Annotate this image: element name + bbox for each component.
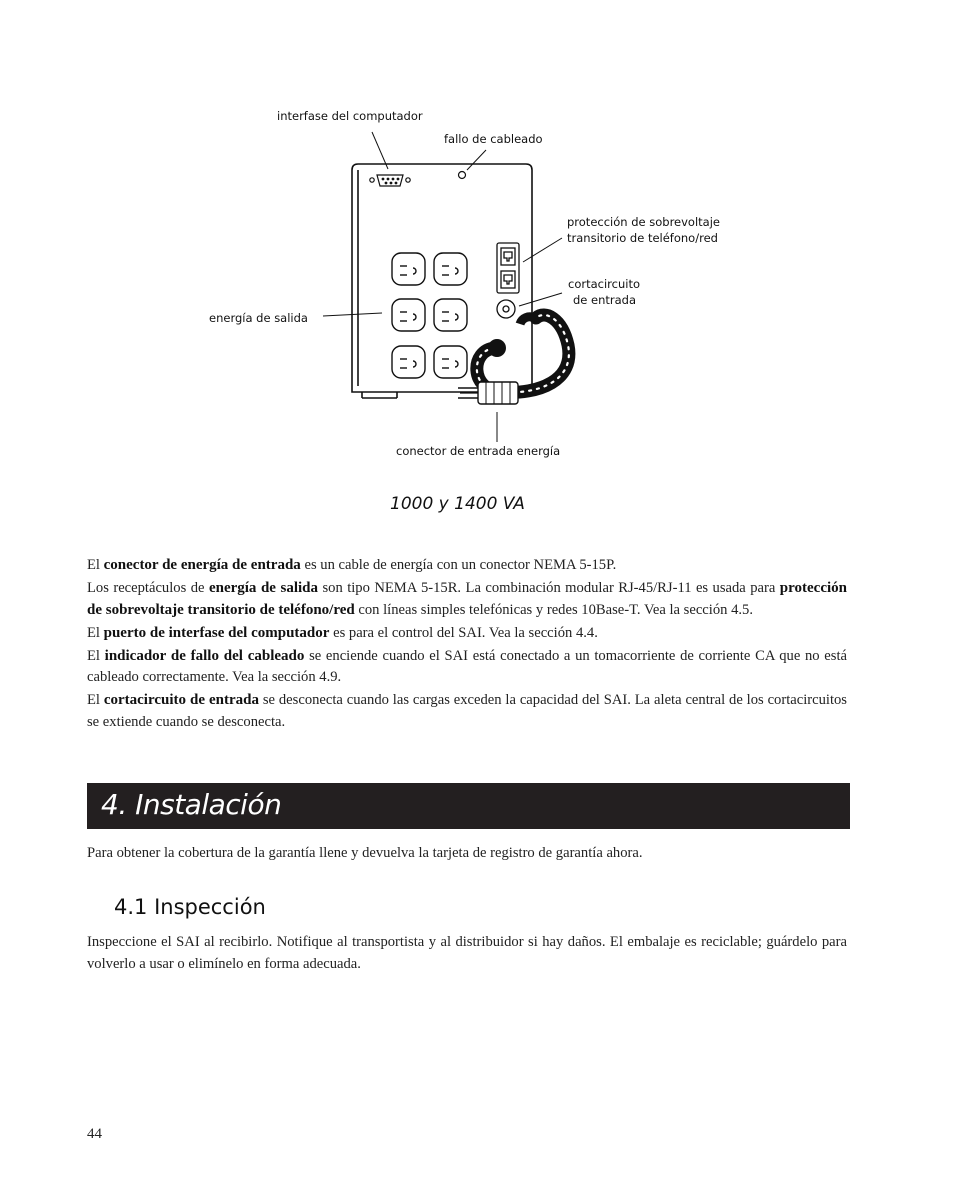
label-power-output: energía de salida: [209, 311, 308, 325]
text-run: El: [87, 557, 104, 573]
section-title: 4. Instalación: [101, 788, 282, 821]
text-run: El: [87, 647, 105, 664]
text-run: El: [87, 692, 104, 708]
circuit-breaker-icon: [497, 300, 515, 318]
term-wiring-fault-indicator: indicador de fallo del cableado: [104, 647, 305, 664]
label-wiring-fault: fallo de cableado: [444, 132, 543, 146]
db9-port-icon: [370, 175, 410, 186]
text-run: El: [87, 624, 104, 641]
term-power-input-connector: conector de energía de entrada: [103, 557, 301, 573]
text-run: se enciende cuando el SAI está conectado a un tomacorriente de corriente CA que no está cableado correctamente. Vea la sección 4.9.: [87, 647, 847, 685]
term-power-output: energía de salida: [208, 580, 319, 596]
subsection-body: Inspeccione el SAI al recibirlo. Notifique al transportista y al distribuidor si hay daños. El embalaje es reciclable; guárdelo para volverlo a usar o elimínelo en forma adecuada.: [87, 934, 847, 972]
label-circuit-breaker-line1: cortacircuito: [568, 277, 640, 291]
label-surge-protection-line2: transitorio de teléfono/red: [567, 231, 718, 245]
term-computer-interface-port: puerto de interfase del computador: [103, 624, 330, 641]
label-power-input-connector: conector de entrada energía: [396, 444, 561, 458]
text-run: con líneas simples telefónicas y redes 10Base-T. Vea la sección 4.5.: [354, 601, 753, 618]
label-circuit-breaker-line2: de entrada: [573, 293, 637, 307]
text-run: son tipo NEMA 5-15R. La combinación modular RJ-45/RJ-11 es usada para: [318, 580, 780, 596]
output-receptacles: [392, 253, 467, 378]
text-run: es un cable de energía con un conector NEMA 5-15P.: [300, 557, 617, 573]
figure-caption: 1000 y 1400 VA: [390, 494, 525, 514]
ups-rear-panel-figure: [0, 0, 954, 514]
paragraph-wiring-fault: [87, 646, 847, 689]
power-cord-icon: [458, 315, 569, 404]
label-computer-interface: interfase del computador: [277, 109, 423, 123]
ups-rear-panel-drawing: [0, 0, 954, 480]
section-header-bar: [87, 783, 850, 829]
paragraph-circuit-breaker: [87, 690, 847, 733]
text-run: es para el control del SAI. Vea la sección 4.4.: [329, 624, 598, 641]
paragraph-computer-interface: [87, 623, 847, 645]
paragraph-power-input: [87, 555, 847, 577]
section-intro: Para obtener la cobertura de la garantía llene y devuelva la tarjeta de registro de garantía ahora.: [87, 845, 643, 861]
description-text: [87, 555, 847, 735]
wiring-fault-led-icon: [459, 172, 466, 179]
page-number: 44: [87, 1126, 102, 1142]
label-surge-protection-line1: protección de sobrevoltaje: [567, 215, 720, 229]
term-surge-protection: protección de sobrevoltaje transitorio de teléfono/red: [87, 580, 848, 618]
term-input-circuit-breaker: cortacircuito de entrada: [103, 692, 259, 708]
paragraph-power-output: [87, 578, 847, 621]
text-run: se desconecta cuando las cargas exceden la capacidad del SAI. La aleta central de los cortacircuitos se extiende cuando se desconecta.: [87, 692, 847, 730]
text-run: Los receptáculos de: [87, 580, 209, 596]
rj45-rj11-ports-icon: [497, 243, 519, 293]
subsection-title: 4.1 Inspección: [114, 895, 266, 919]
